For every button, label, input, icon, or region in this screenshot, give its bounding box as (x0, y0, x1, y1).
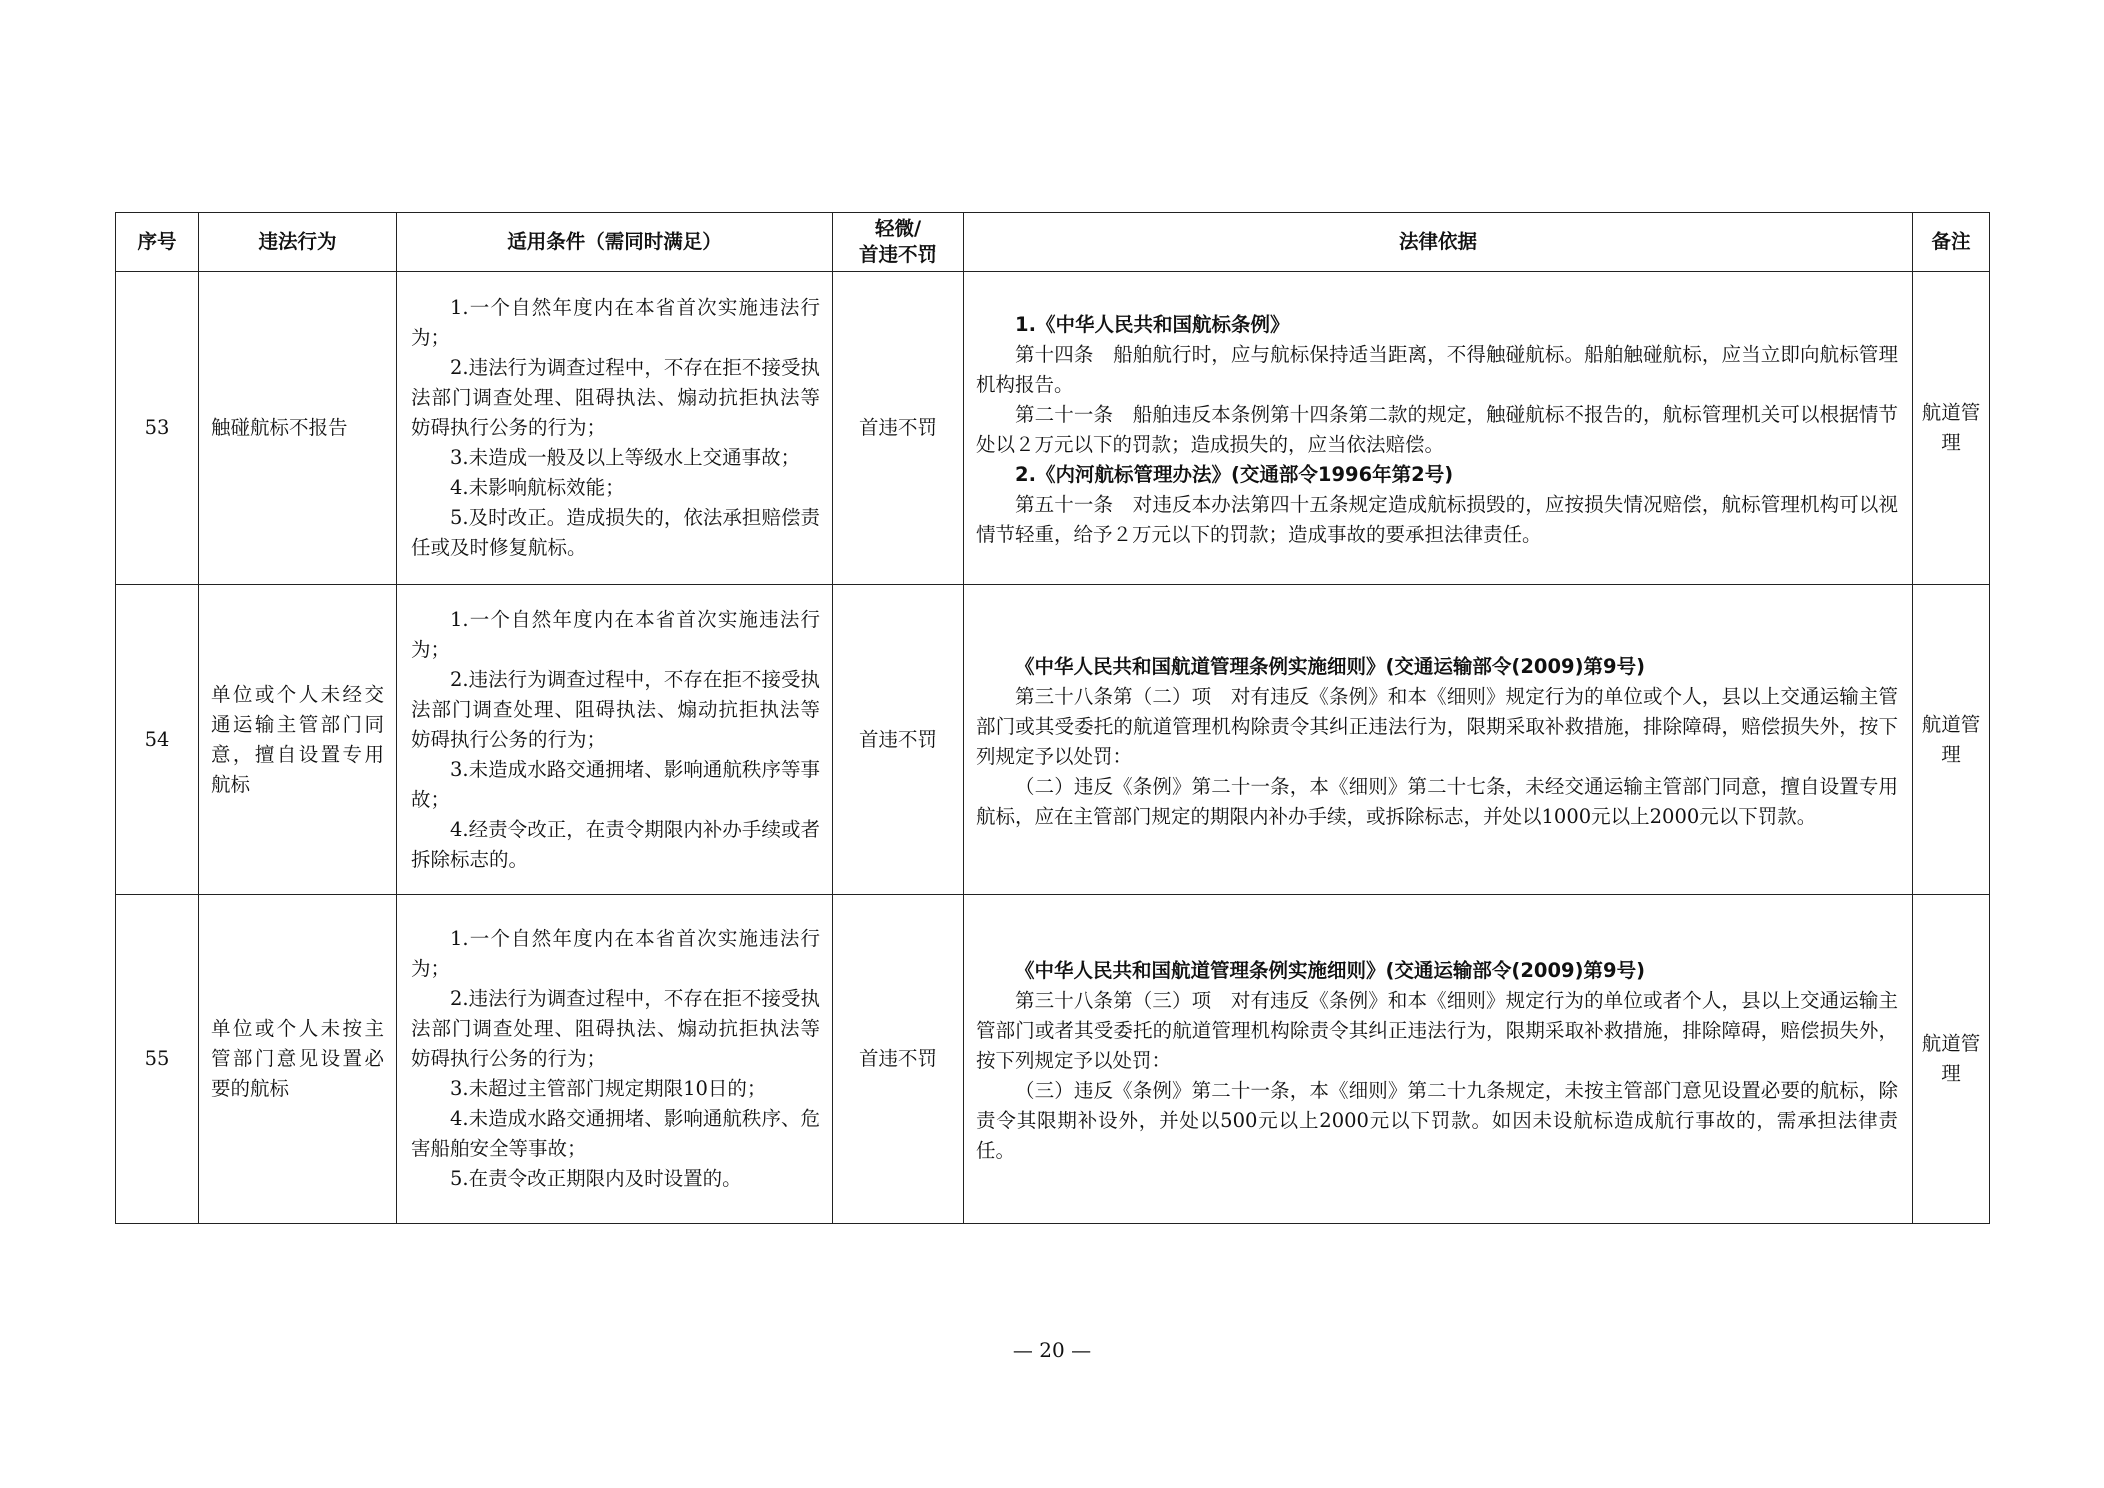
violation-act: 触碰航标不报告 (199, 272, 397, 585)
conditions-cell (397, 895, 833, 1224)
condition-item: 3.未造成一般及以上等级水上交通事故； (450, 446, 801, 469)
condition-item: 3.未造成水路交通拥堵、影响通航秩序等事故； (411, 757, 820, 811)
law-title: 《中华人民共和国航道管理条例实施细则》(交通运输部令(2009)第9号) (1015, 654, 1645, 678)
condition-item: 5.及时改正。造成损失的，依法承担赔偿责任或及时修复航标。 (411, 506, 820, 559)
conditions-cell (397, 272, 833, 585)
penalty-type: 首违不罚 (833, 895, 964, 1224)
legal-basis-cell (964, 272, 1913, 585)
law-paragraph: （二）违反《条例》第二十一条，本《细则》第二十七条，未经交通运输主管部门同意，擅自设置专用航标，应在主管部门规定的期限内补办手续，或拆除标志，并处以1000元以上2000元以下罚款。 (976, 774, 1898, 828)
table-row (116, 272, 1990, 585)
condition-item: 1.一个自然年度内在本省首次实施违法行为； (411, 607, 820, 661)
remark: 航道管理 (1913, 895, 1990, 1224)
law-title: 2.《内河航标管理办法》(交通部令1996年第2号) (1015, 463, 1454, 486)
remark: 航道管理 (1913, 272, 1990, 585)
law-paragraph: 第三十八条第（二）项 对有违反《条例》和本《细则》规定行为的单位或个人，县以上交通运输主管部门或其受委托的航道管理机构除责令其纠正违法行为，限期采取补救措施，排除障碍，赔偿损失外，按下列规定予以处罚： (976, 684, 1898, 768)
violation-act: 单位或个人未按主管部门意见设置必要的航标 (199, 895, 397, 1224)
law-paragraph: 第三十八条第（三）项 对有违反《条例》和本《细则》规定行为的单位或者个人，县以上交通运输主管部门或者其受委托的航道管理机构除责令其纠正违法行为，限期采取补救措施，排除障碍，赔偿损失外，按下列规定予以处罚： (976, 989, 1898, 1072)
penalty-table (115, 212, 1990, 1224)
table-row (116, 585, 1990, 895)
header-no: 序号 (116, 213, 199, 272)
row-number: 55 (116, 895, 199, 1224)
condition-item: 2.违法行为调查过程中，不存在拒不接受执法部门调查处理、阻碍执法、煽动抗拒执法等妨碍执行公务的行为； (411, 667, 820, 751)
law-paragraph: 第二十一条 船舶违反本条例第十四条第二款的规定，触碰航标不报告的，航标管理机关可以根据情节处以２万元以下的罚款；造成损失的，应当依法赔偿。 (976, 403, 1898, 456)
law-paragraph: （三）违反《条例》第二十一条，本《细则》第二十九条规定，未按主管部门意见设置必要的航标，除责令其限期补设外，并处以500元以上2000元以下罚款。如因未设航标造成航行事故的，需承担法律责任。 (976, 1079, 1898, 1162)
condition-item: 4.未影响航标效能； (450, 476, 625, 499)
legal-basis-cell (964, 895, 1913, 1224)
table-row (116, 895, 1990, 1224)
header-remark: 备注 (1913, 213, 1990, 272)
penalty-type: 首违不罚 (833, 585, 964, 895)
page-number: — 20 — (1012, 1338, 1092, 1362)
law-title: 1.《中华人民共和国航标条例》 (1015, 313, 1290, 336)
violation-act: 单位或个人未经交通运输主管部门同意，擅自设置专用航标 (199, 585, 397, 895)
header-penalty (833, 213, 964, 272)
legal-basis-cell (964, 585, 1913, 895)
condition-item: 2.违法行为调查过程中，不存在拒不接受执法部门调查处理、阻碍执法、煽动抗拒执法等妨碍执行公务的行为； (411, 356, 820, 439)
header-penalty-line2: 首违不罚 (858, 243, 937, 266)
remark: 航道管理 (1913, 585, 1990, 895)
penalty-type: 首违不罚 (833, 272, 964, 585)
law-paragraph: 第十四条 船舶航行时，应与航标保持适当距离，不得触碰航标。船舶触碰航标，应当立即向航标管理机构报告。 (976, 343, 1898, 396)
condition-item: 1.一个自然年度内在本省首次实施违法行为； (411, 927, 820, 980)
law-title: 《中华人民共和国航道管理条例实施细则》(交通运输部令(2009)第9号) (1015, 959, 1645, 982)
row-number: 53 (116, 272, 199, 585)
conditions-cell (397, 585, 833, 895)
condition-item: 5.在责令改正期限内及时设置的。 (450, 1167, 742, 1190)
condition-item: 1.一个自然年度内在本省首次实施违法行为； (411, 296, 820, 349)
header-law: 法律依据 (964, 213, 1913, 272)
header-penalty-line1: 轻微/ (874, 217, 922, 240)
header-conditions: 适用条件（需同时满足） (397, 213, 833, 272)
law-paragraph: 第五十一条 对违反本办法第四十五条规定造成航标损毁的，应按损失情况赔偿，航标管理机构可以视情节轻重，给予２万元以下的罚款；造成事故的要承担法律责任。 (976, 493, 1898, 546)
condition-item: 2.违法行为调查过程中，不存在拒不接受执法部门调查处理、阻碍执法、煽动抗拒执法等妨碍执行公务的行为； (411, 987, 820, 1070)
condition-item: 4.经责令改正，在责令期限内补办手续或者拆除标志的。 (411, 817, 820, 871)
row-number: 54 (116, 585, 199, 895)
condition-item: 3.未超过主管部门规定期限10日的； (450, 1077, 767, 1100)
header-act: 违法行为 (199, 213, 397, 272)
table-header-row (116, 213, 1990, 272)
condition-item: 4.未造成水路交通拥堵、影响通航秩序、危害船舶安全等事故； (411, 1107, 820, 1160)
